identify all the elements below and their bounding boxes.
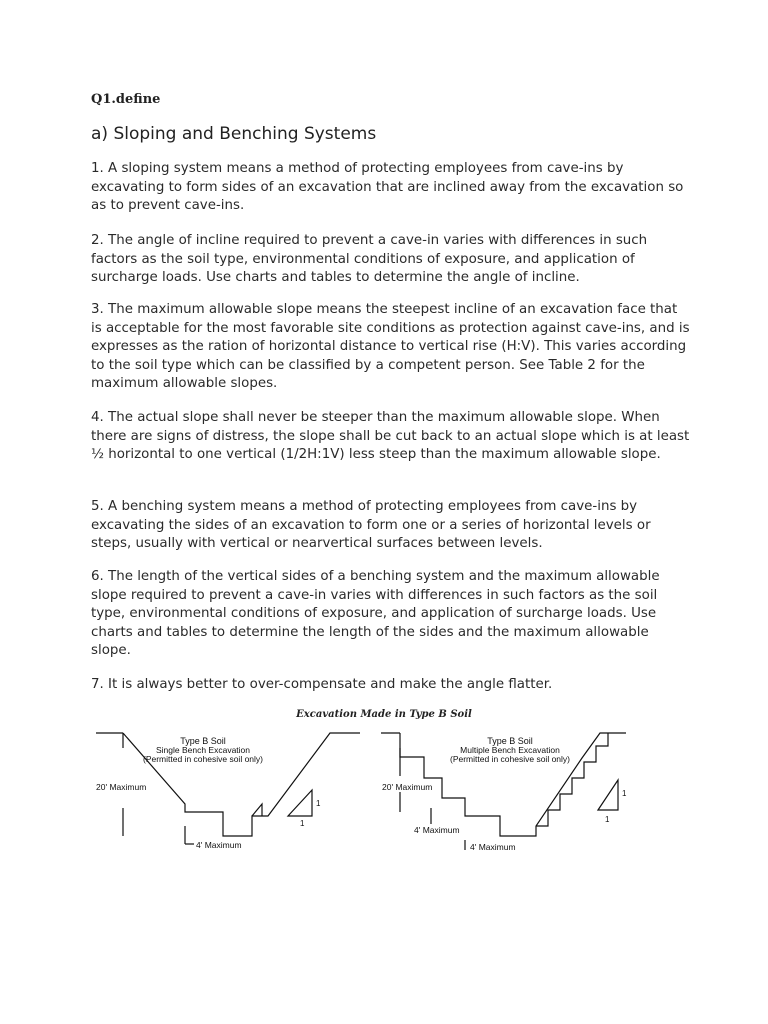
right-caption-1: Type B Soil bbox=[487, 736, 533, 746]
right-bottom-label: 4' Maximum bbox=[470, 842, 516, 852]
left-slope-h: 1 bbox=[300, 819, 305, 828]
left-slope-v: 1 bbox=[316, 799, 321, 808]
right-caption-3: (Permitted in cohesive soil only) bbox=[450, 754, 570, 764]
paragraph-4: 4. The actual slope shall never be steeper than the maximum allowable slope. When there are signs of distress, the slope shall be cut back to an actual slope which is at least ½ horizontal to one vertical (1/2H:1V) less steep than the maximum allowable slope. bbox=[91, 410, 690, 462]
paragraph-7: 7. It is always better to over-compensate and make the angle flatter. bbox=[91, 677, 553, 692]
right-slope-h: 1 bbox=[605, 815, 610, 824]
paragraph-2: 2. The angle of incline required to prevent a cave-in varies with differences in such factors as the soil type, environmental conditions of exposure, and application of surcharge loads. Use charts and tables to determine the angle of incline. bbox=[91, 233, 648, 285]
paragraph-1: 1. A sloping system means a method of protecting employees from cave-ins by excavating to form sides of an excavation that are inclined away from the excavation so as to prevent cave-ins. bbox=[91, 161, 684, 213]
paragraph-6: 6. The length of the vertical sides of a benching system and the maximum allowable slope required to prevent a cave-in varies with differences in such factors as the soil type, environmental conditions of exposure, and application of surcharge loads. Use charts and tables to determine the length of the sides and the maximum allowable slope. bbox=[91, 569, 660, 658]
diagram-title: Excavation Made in Type B Soil bbox=[296, 709, 472, 720]
right-bench-label: 4' Maximum bbox=[414, 825, 460, 835]
paragraph-3: 3. The maximum allowable slope means the steepest incline of an excavation face that is acceptable for the most favorable site conditions as protection against cave-ins, and is expresses as the ration of horizontal distance to vertical rise (H:V). This varies according to the soil type which can be classified by a competent person. See Table 2 for the maximum allowable slopes. bbox=[91, 302, 690, 391]
left-depth-label: 20' Maximum bbox=[96, 782, 147, 792]
left-caption-2: Single Bench Excavation bbox=[155, 745, 251, 755]
right-slope-v: 1 bbox=[622, 789, 627, 798]
section-heading: a) Sloping and Benching Systems bbox=[91, 124, 377, 144]
right-depth-label: 20' Maximum bbox=[382, 782, 433, 792]
slope-triangle bbox=[288, 790, 312, 816]
right-slope-triangle bbox=[598, 780, 618, 810]
excavation-diagram bbox=[0, 700, 768, 870]
left-caption-3: (Permitted in cohesive soil only) bbox=[143, 754, 263, 764]
left-caption-1: Type B Soil bbox=[180, 736, 226, 746]
small-step bbox=[252, 804, 262, 816]
right-caption-2: Multiple Bench Excavation bbox=[460, 745, 560, 755]
question-label: Q1.define bbox=[91, 92, 161, 107]
left-bench-label: 4' Maximum bbox=[196, 840, 242, 850]
paragraph-5: 5. A benching system means a method of protecting employees from cave-ins by excavating the sides of an excavation to form one or a series of horizontal levels or steps, usually with vertical or nearvertical surfaces between levels. bbox=[91, 499, 651, 551]
